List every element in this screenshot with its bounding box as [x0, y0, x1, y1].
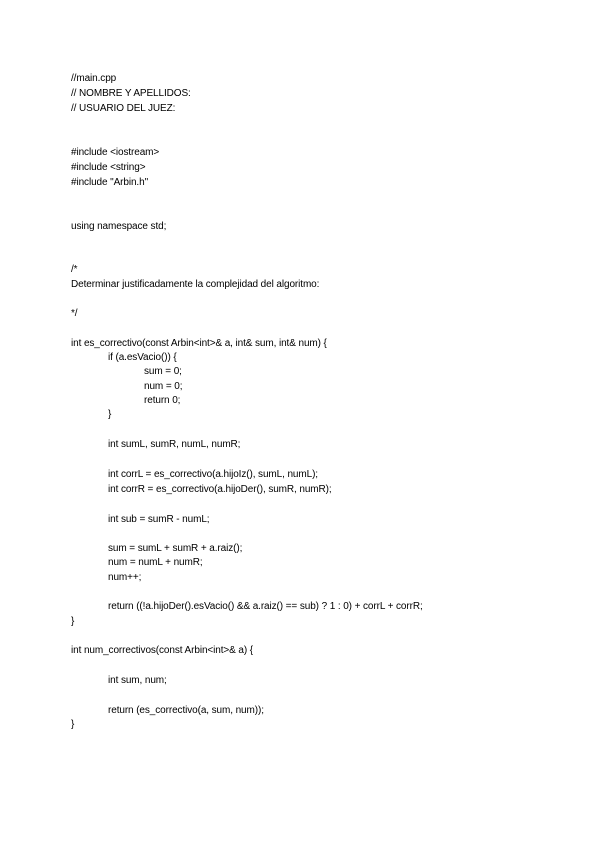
code-line-sum-total: sum = sumL + sumR + a.raiz();: [108, 543, 243, 554]
code-line-es-correctivo-signature: int es_correctivo(const Arbin<int>& a, int& sum, int& num) {: [71, 338, 327, 349]
code-line-comment-open: /*: [71, 264, 78, 275]
code-line-filename-comment: //main.cpp: [71, 73, 117, 84]
code-line-name-comment: // NOMBRE Y APELLIDOS:: [71, 88, 191, 99]
code-line-using-namespace: using namespace std;: [71, 221, 167, 232]
code-line-user-comment: // USUARIO DEL JUEZ:: [71, 103, 176, 114]
code-line-include-arbin: #include "Arbin.h": [71, 177, 149, 188]
code-line-num-correctivos-signature: int num_correctivos(const Arbin<int>& a) {: [71, 645, 254, 656]
code-line-return-call: return (es_correctivo(a, sum, num));: [108, 705, 264, 716]
code-line-declare-sum-num: int sum, num;: [108, 675, 167, 686]
code-line-sum-zero: sum = 0;: [144, 366, 182, 377]
code-line-function-close: }: [71, 616, 75, 627]
code-line-comment-close: */: [71, 308, 78, 319]
code-line-include-iostream: #include <iostream>: [71, 147, 160, 158]
code-line-complexity-note: Determinar justificadamente la complejidad del algoritmo:: [71, 279, 320, 290]
code-line-declare-vars: int sumL, sumR, numL, numR;: [108, 439, 241, 450]
code-line-return-zero: return 0;: [144, 395, 181, 406]
code-line-corr-left: int corrL = es_correctivo(a.hijoIz(), sumL, numL);: [108, 469, 318, 480]
code-line-if-empty: if (a.esVacio()) {: [108, 352, 177, 363]
code-line-num-total: num = numL + numR;: [108, 557, 203, 568]
code-line-return-expression: return ((!a.hijoDer().esVacio() && a.raiz() == sub) ? 1 : 0) + corrL + corrR;: [108, 601, 423, 612]
code-line-final-close: }: [71, 719, 75, 730]
code-line-include-string: #include <string>: [71, 162, 146, 173]
code-line-if-close: }: [108, 409, 112, 420]
code-line-num-increment: num++;: [108, 572, 142, 583]
code-line-num-zero: num = 0;: [144, 381, 183, 392]
code-line-corr-right: int corrR = es_correctivo(a.hijoDer(), sumR, numR);: [108, 484, 332, 495]
code-line-sub: int sub = sumR - numL;: [108, 514, 210, 525]
